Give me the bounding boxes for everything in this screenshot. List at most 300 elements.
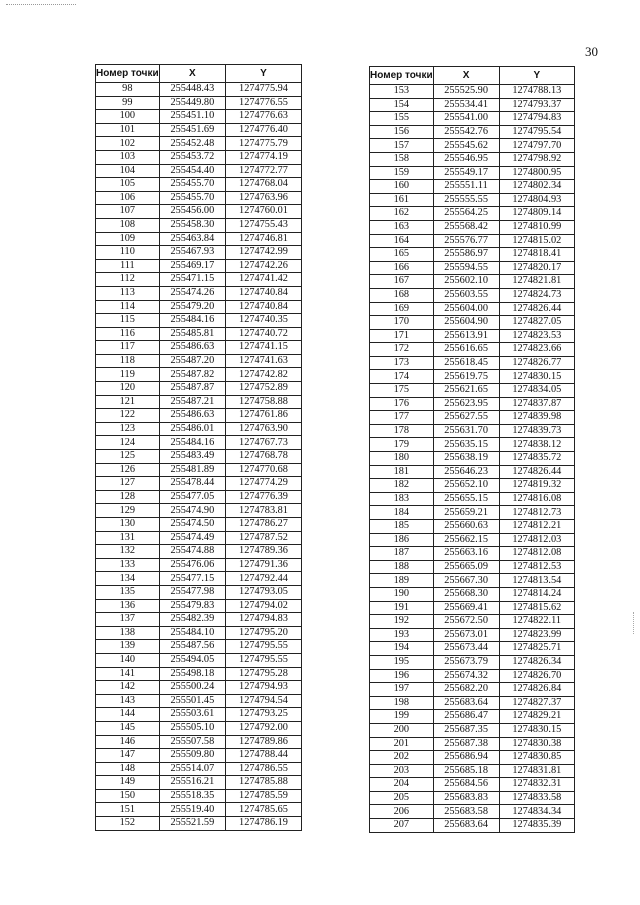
- cell-point-number: 132: [96, 545, 160, 559]
- table-row: [370, 370, 575, 384]
- cell-point-number: 177: [370, 411, 434, 425]
- cell-x: 255498.18: [159, 667, 225, 681]
- cell-y: 1274824.73: [499, 288, 574, 302]
- cell-x: 255518.35: [159, 789, 225, 803]
- table-row: [370, 85, 575, 99]
- cell-point-number: 129: [96, 504, 160, 518]
- cell-y: 1274835.39: [499, 819, 574, 833]
- table-row: [370, 506, 575, 520]
- table-row: [96, 83, 302, 97]
- table-row: [370, 642, 575, 656]
- cell-y: 1274740.84: [226, 300, 302, 314]
- table-row: [96, 667, 302, 681]
- page-number: 30: [585, 44, 598, 59]
- cell-point-number: 124: [96, 436, 160, 450]
- cell-point-number: 110: [96, 246, 160, 260]
- table-row: [96, 545, 302, 559]
- cell-point-number: 193: [370, 628, 434, 642]
- cell-x: 255455.70: [159, 191, 225, 205]
- cell-point-number: 138: [96, 626, 160, 640]
- cell-point-number: 145: [96, 721, 160, 735]
- cell-point-number: 168: [370, 288, 434, 302]
- cell-y: 1274786.27: [226, 518, 302, 532]
- cell-x: 255453.72: [159, 150, 225, 164]
- table-row: [370, 615, 575, 629]
- cell-y: 1274783.81: [226, 504, 302, 518]
- cell-y: 1274752.89: [226, 382, 302, 396]
- header-y: Y: [499, 67, 574, 85]
- cell-y: 1274814.24: [499, 587, 574, 601]
- cell-point-number: 185: [370, 520, 434, 534]
- cell-x: 255674.32: [433, 669, 499, 683]
- cell-point-number: 170: [370, 316, 434, 330]
- table-row: [370, 397, 575, 411]
- cell-point-number: 150: [96, 789, 160, 803]
- cell-y: 1274795.55: [226, 653, 302, 667]
- cell-point-number: 205: [370, 791, 434, 805]
- cell-point-number: 169: [370, 302, 434, 316]
- table-row: [96, 232, 302, 246]
- cell-y: 1274793.25: [226, 708, 302, 722]
- cell-y: 1274775.94: [226, 83, 302, 97]
- cell-x: 255685.18: [433, 764, 499, 778]
- cell-x: 255623.95: [433, 397, 499, 411]
- cell-y: 1274815.02: [499, 234, 574, 248]
- cell-x: 255546.95: [433, 152, 499, 166]
- cell-point-number: 137: [96, 613, 160, 627]
- cell-point-number: 192: [370, 615, 434, 629]
- table-row: [370, 669, 575, 683]
- cell-x: 255463.84: [159, 232, 225, 246]
- table-row: [370, 180, 575, 194]
- cell-y: 1274768.78: [226, 450, 302, 464]
- cell-point-number: 149: [96, 776, 160, 790]
- scan-artifact-dots: [633, 612, 635, 634]
- cell-y: 1274789.36: [226, 545, 302, 559]
- table-row: [370, 547, 575, 561]
- cell-point-number: 199: [370, 710, 434, 724]
- cell-x: 255479.20: [159, 300, 225, 314]
- table-row: [96, 653, 302, 667]
- table-row: [370, 98, 575, 112]
- cell-y: 1274775.79: [226, 137, 302, 151]
- cell-y: 1274823.66: [499, 343, 574, 357]
- cell-y: 1274787.52: [226, 531, 302, 545]
- cell-x: 255484.16: [159, 436, 225, 450]
- cell-point-number: 163: [370, 220, 434, 234]
- cell-x: 255576.77: [433, 234, 499, 248]
- cell-y: 1274802.34: [499, 180, 574, 194]
- cell-y: 1274826.84: [499, 683, 574, 697]
- cell-y: 1274837.87: [499, 397, 574, 411]
- cell-y: 1274819.32: [499, 479, 574, 493]
- cell-x: 255687.35: [433, 723, 499, 737]
- table-row: [370, 139, 575, 153]
- cell-y: 1274815.62: [499, 601, 574, 615]
- cell-point-number: 112: [96, 273, 160, 287]
- cell-y: 1274741.15: [226, 341, 302, 355]
- table-row: [96, 300, 302, 314]
- cell-x: 255627.55: [433, 411, 499, 425]
- cell-point-number: 198: [370, 696, 434, 710]
- table-row: [370, 819, 575, 833]
- cell-point-number: 103: [96, 150, 160, 164]
- cell-point-number: 117: [96, 341, 160, 355]
- cell-y: 1274758.88: [226, 395, 302, 409]
- cell-x: 255486.63: [159, 409, 225, 423]
- cell-point-number: 135: [96, 585, 160, 599]
- cell-y: 1274839.73: [499, 424, 574, 438]
- cell-x: 255501.45: [159, 694, 225, 708]
- cell-y: 1274800.95: [499, 166, 574, 180]
- cell-x: 255477.05: [159, 490, 225, 504]
- table-row: [370, 152, 575, 166]
- cell-y: 1274818.41: [499, 248, 574, 262]
- table-row: [96, 327, 302, 341]
- cell-point-number: 174: [370, 370, 434, 384]
- cell-point-number: 146: [96, 735, 160, 749]
- cell-point-number: 111: [96, 259, 160, 273]
- table-row: [370, 587, 575, 601]
- cell-point-number: 200: [370, 723, 434, 737]
- cell-x: 255477.15: [159, 572, 225, 586]
- table-row: [370, 655, 575, 669]
- table-row: [96, 708, 302, 722]
- table-row: [370, 452, 575, 466]
- cell-point-number: 203: [370, 764, 434, 778]
- cell-y: 1274795.55: [226, 640, 302, 654]
- cell-x: 255486.01: [159, 422, 225, 436]
- cell-y: 1274823.53: [499, 329, 574, 343]
- cell-point-number: 182: [370, 479, 434, 493]
- cell-point-number: 113: [96, 286, 160, 300]
- cell-point-number: 133: [96, 558, 160, 572]
- cell-point-number: 176: [370, 397, 434, 411]
- cell-x: 255516.21: [159, 776, 225, 790]
- table-row: [370, 438, 575, 452]
- table-row: [370, 207, 575, 221]
- cell-point-number: 166: [370, 261, 434, 275]
- cell-x: 255682.20: [433, 683, 499, 697]
- table-row: [96, 150, 302, 164]
- cell-point-number: 139: [96, 640, 160, 654]
- table-row: [370, 220, 575, 234]
- table-row: [370, 778, 575, 792]
- cell-x: 255621.65: [433, 384, 499, 398]
- cell-x: 255519.40: [159, 803, 225, 817]
- table-row: [96, 735, 302, 749]
- header-y: Y: [226, 65, 302, 83]
- table-row: [370, 275, 575, 289]
- cell-x: 255586.97: [433, 248, 499, 262]
- cell-y: 1274812.08: [499, 547, 574, 561]
- cell-point-number: 136: [96, 599, 160, 613]
- cell-y: 1274795.28: [226, 667, 302, 681]
- table-row: [370, 696, 575, 710]
- table-header-row: [370, 67, 575, 85]
- table-row: [370, 465, 575, 479]
- cell-y: 1274792.44: [226, 572, 302, 586]
- cell-x: 255686.47: [433, 710, 499, 724]
- cell-x: 255545.62: [433, 139, 499, 153]
- cell-point-number: 125: [96, 450, 160, 464]
- cell-point-number: 101: [96, 123, 160, 137]
- cell-point-number: 157: [370, 139, 434, 153]
- table-row: [370, 316, 575, 330]
- cell-x: 255471.15: [159, 273, 225, 287]
- cell-x: 255514.07: [159, 762, 225, 776]
- cell-y: 1274786.55: [226, 762, 302, 776]
- cell-point-number: 98: [96, 83, 160, 97]
- cell-point-number: 165: [370, 248, 434, 262]
- table-row: [370, 193, 575, 207]
- table-row: [96, 110, 302, 124]
- cell-point-number: 134: [96, 572, 160, 586]
- cell-point-number: 180: [370, 452, 434, 466]
- cell-point-number: 197: [370, 683, 434, 697]
- table-row: [96, 382, 302, 396]
- cell-x: 255669.41: [433, 601, 499, 615]
- table-row: [96, 477, 302, 491]
- cell-point-number: 108: [96, 218, 160, 232]
- cell-point-number: 172: [370, 343, 434, 357]
- cell-point-number: 104: [96, 164, 160, 178]
- table-row: [96, 409, 302, 423]
- cell-point-number: 122: [96, 409, 160, 423]
- table-row: [96, 626, 302, 640]
- cell-x: 255479.83: [159, 599, 225, 613]
- table-row: [96, 178, 302, 192]
- cell-point-number: 202: [370, 751, 434, 765]
- cell-point-number: 179: [370, 438, 434, 452]
- cell-y: 1274776.63: [226, 110, 302, 124]
- cell-y: 1274812.53: [499, 560, 574, 574]
- cell-y: 1274809.14: [499, 207, 574, 221]
- cell-x: 255683.64: [433, 819, 499, 833]
- cell-y: 1274821.81: [499, 275, 574, 289]
- cell-point-number: 187: [370, 547, 434, 561]
- table-row: [96, 789, 302, 803]
- cell-point-number: 109: [96, 232, 160, 246]
- cell-point-number: 118: [96, 354, 160, 368]
- cell-y: 1274742.82: [226, 368, 302, 382]
- cell-x: 255474.26: [159, 286, 225, 300]
- table-row: [96, 721, 302, 735]
- cell-y: 1274740.72: [226, 327, 302, 341]
- cell-y: 1274789.86: [226, 735, 302, 749]
- cell-x: 255485.81: [159, 327, 225, 341]
- cell-y: 1274826.44: [499, 302, 574, 316]
- cell-x: 255469.17: [159, 259, 225, 273]
- cell-y: 1274831.81: [499, 764, 574, 778]
- cell-y: 1274740.84: [226, 286, 302, 300]
- table-row: [370, 329, 575, 343]
- table-row: [96, 613, 302, 627]
- cell-y: 1274795.54: [499, 125, 574, 139]
- cell-y: 1274794.83: [226, 613, 302, 627]
- header-point-number: Номер точки: [96, 65, 160, 83]
- table-header-row: [96, 65, 302, 83]
- cell-x: 255686.94: [433, 751, 499, 765]
- cell-point-number: 162: [370, 207, 434, 221]
- table-row: [96, 681, 302, 695]
- cell-x: 255509.80: [159, 749, 225, 763]
- cell-point-number: 120: [96, 382, 160, 396]
- cell-y: 1274830.15: [499, 370, 574, 384]
- cell-point-number: 153: [370, 85, 434, 99]
- table-row: [370, 683, 575, 697]
- cell-point-number: 196: [370, 669, 434, 683]
- table-row: [96, 531, 302, 545]
- table-row: [370, 112, 575, 126]
- cell-x: 255449.80: [159, 96, 225, 110]
- table-row: [370, 234, 575, 248]
- cell-point-number: 127: [96, 477, 160, 491]
- cell-x: 255683.64: [433, 696, 499, 710]
- table-row: [96, 123, 302, 137]
- cell-x: 255487.21: [159, 395, 225, 409]
- cell-y: 1274830.15: [499, 723, 574, 737]
- cell-y: 1274830.38: [499, 737, 574, 751]
- table-row: [96, 286, 302, 300]
- table-row: [370, 166, 575, 180]
- cell-x: 255555.55: [433, 193, 499, 207]
- table-row: [96, 368, 302, 382]
- cell-x: 255507.58: [159, 735, 225, 749]
- cell-x: 255505.10: [159, 721, 225, 735]
- cell-point-number: 152: [96, 817, 160, 831]
- table-row: [96, 558, 302, 572]
- cell-y: 1274826.77: [499, 356, 574, 370]
- cell-point-number: 183: [370, 492, 434, 506]
- coordinates-table-right: [369, 66, 575, 833]
- table-row: [370, 574, 575, 588]
- table-row: [96, 585, 302, 599]
- cell-y: 1274832.31: [499, 778, 574, 792]
- cell-y: 1274742.26: [226, 259, 302, 273]
- cell-x: 255486.63: [159, 341, 225, 355]
- table-row: [370, 751, 575, 765]
- cell-y: 1274760.01: [226, 205, 302, 219]
- table-row: [96, 422, 302, 436]
- table-row: [370, 520, 575, 534]
- cell-x: 255521.59: [159, 817, 225, 831]
- table-row: [96, 354, 302, 368]
- cell-point-number: 154: [370, 98, 434, 112]
- cell-x: 255500.24: [159, 681, 225, 695]
- cell-x: 255568.42: [433, 220, 499, 234]
- cell-x: 255638.19: [433, 452, 499, 466]
- cell-x: 255631.70: [433, 424, 499, 438]
- cell-y: 1274839.98: [499, 411, 574, 425]
- cell-y: 1274833.58: [499, 791, 574, 805]
- table-row: [370, 288, 575, 302]
- cell-x: 255594.55: [433, 261, 499, 275]
- cell-y: 1274741.63: [226, 354, 302, 368]
- cell-y: 1274823.99: [499, 628, 574, 642]
- cell-point-number: 100: [96, 110, 160, 124]
- cell-point-number: 206: [370, 805, 434, 819]
- table-row: [96, 259, 302, 273]
- cell-point-number: 171: [370, 329, 434, 343]
- cell-point-number: 155: [370, 112, 434, 126]
- cell-x: 255451.69: [159, 123, 225, 137]
- cell-point-number: 116: [96, 327, 160, 341]
- cell-x: 255687.38: [433, 737, 499, 751]
- table-row: [370, 356, 575, 370]
- header-x: X: [159, 65, 225, 83]
- cell-x: 255448.43: [159, 83, 225, 97]
- cell-y: 1274820.17: [499, 261, 574, 275]
- cell-x: 255673.44: [433, 642, 499, 656]
- table-row: [96, 776, 302, 790]
- table-row: [96, 504, 302, 518]
- cell-y: 1274829.21: [499, 710, 574, 724]
- cell-x: 255477.98: [159, 585, 225, 599]
- table-row: [96, 490, 302, 504]
- table-row: [370, 384, 575, 398]
- cell-point-number: 188: [370, 560, 434, 574]
- cell-x: 255476.06: [159, 558, 225, 572]
- cell-x: 255660.63: [433, 520, 499, 534]
- cell-point-number: 148: [96, 762, 160, 776]
- cell-point-number: 121: [96, 395, 160, 409]
- cell-x: 255481.89: [159, 463, 225, 477]
- cell-x: 255618.45: [433, 356, 499, 370]
- cell-x: 255683.83: [433, 791, 499, 805]
- cell-y: 1274793.05: [226, 585, 302, 599]
- table-row: [96, 762, 302, 776]
- cell-point-number: 204: [370, 778, 434, 792]
- cell-point-number: 178: [370, 424, 434, 438]
- cell-y: 1274834.05: [499, 384, 574, 398]
- cell-point-number: 105: [96, 178, 160, 192]
- cell-y: 1274825.71: [499, 642, 574, 656]
- cell-y: 1274763.90: [226, 422, 302, 436]
- cell-y: 1274794.93: [226, 681, 302, 695]
- table-row: [96, 463, 302, 477]
- table-row: [96, 436, 302, 450]
- table-row: [96, 803, 302, 817]
- cell-x: 255487.87: [159, 382, 225, 396]
- cell-point-number: 158: [370, 152, 434, 166]
- table-row: [96, 218, 302, 232]
- cell-point-number: 114: [96, 300, 160, 314]
- table-row: [96, 518, 302, 532]
- cell-x: 255525.90: [433, 85, 499, 99]
- cell-x: 255458.30: [159, 218, 225, 232]
- table-row: [96, 137, 302, 151]
- table-row: [370, 628, 575, 642]
- cell-x: 255619.75: [433, 370, 499, 384]
- cell-x: 255616.65: [433, 343, 499, 357]
- cell-x: 255474.49: [159, 531, 225, 545]
- cell-y: 1274774.29: [226, 477, 302, 491]
- cell-y: 1274798.92: [499, 152, 574, 166]
- cell-x: 255604.00: [433, 302, 499, 316]
- cell-x: 255613.91: [433, 329, 499, 343]
- cell-point-number: 107: [96, 205, 160, 219]
- cell-x: 255487.20: [159, 354, 225, 368]
- cell-point-number: 164: [370, 234, 434, 248]
- cell-x: 255482.39: [159, 613, 225, 627]
- cell-x: 255487.82: [159, 368, 225, 382]
- cell-y: 1274793.37: [499, 98, 574, 112]
- cell-x: 255551.11: [433, 180, 499, 194]
- cell-y: 1274826.70: [499, 669, 574, 683]
- cell-y: 1274785.65: [226, 803, 302, 817]
- cell-y: 1274826.44: [499, 465, 574, 479]
